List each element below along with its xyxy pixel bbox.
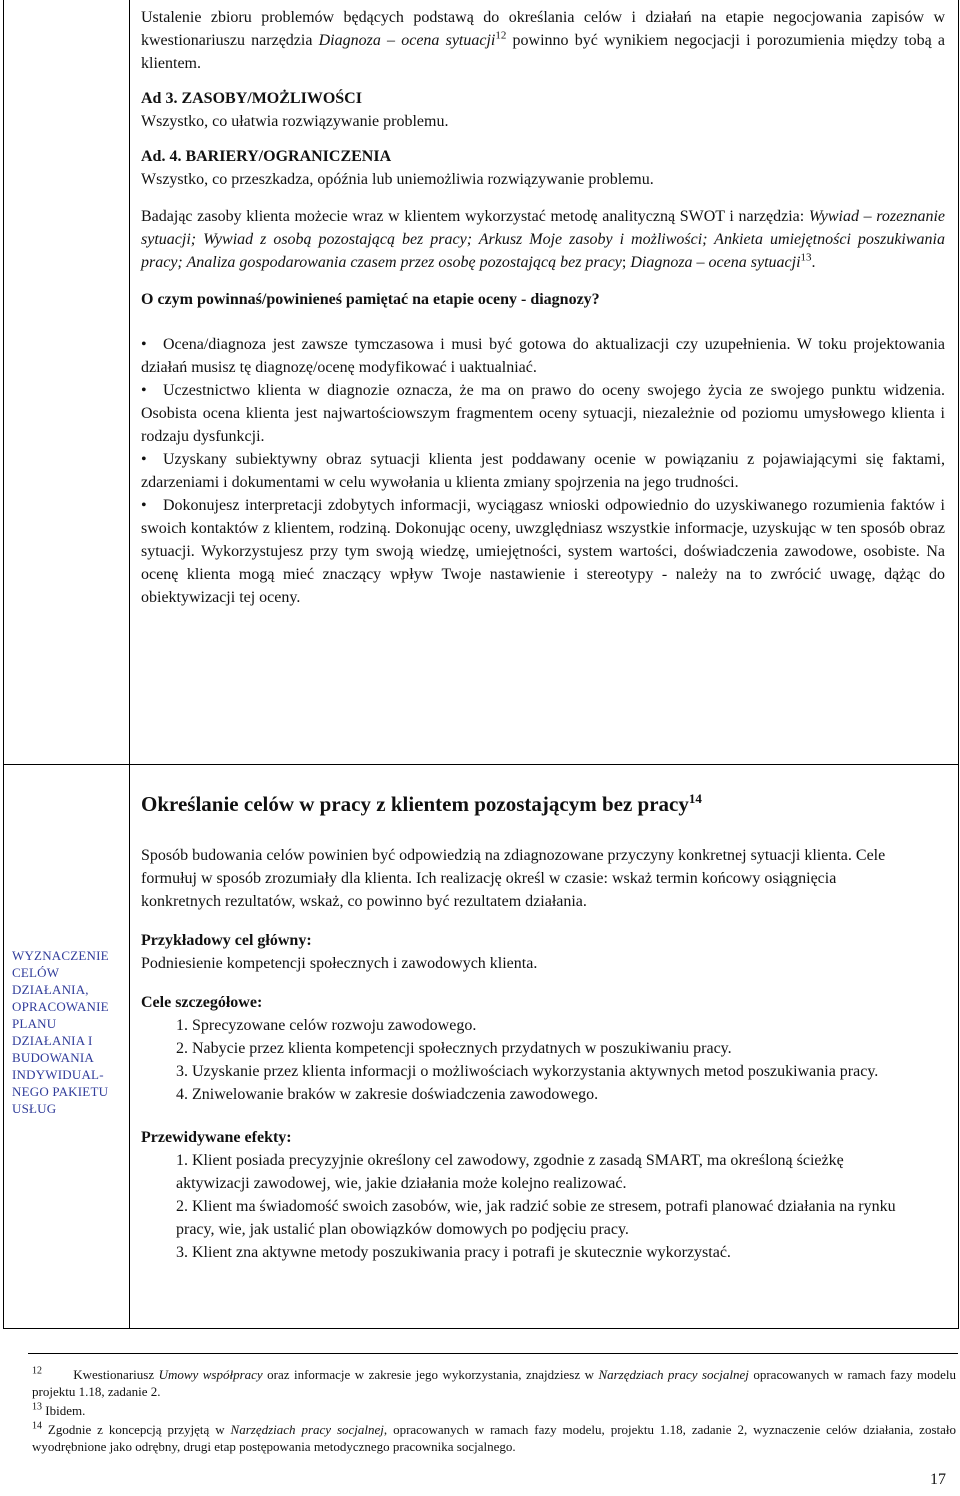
footnote-text: Zgodnie z koncepcją przyjętą w — [47, 1422, 231, 1437]
badajac-tool-diagnoza: Diagnoza – ocena sytuacji — [630, 254, 801, 271]
bullet-text: Dokonujesz interpretacji zdobytych informacji, wyciągasz wnioski odpowiednio do uzyskiwanego rozumienia faktów i swoich kontaktów z klientem, rodziną. Dokonując oceny, uwzględniasz wszystkie informacje, uzyskując w ten sposób obraz sytuacji. Wykorzystujesz przy tym swoją wiedzę, umiejętności, system wartości, doświadczenia zawodowe, osobiste. Na ocenę klienta mogą mieć znaczący wpływ Twoje nastawienie i stereotypy - należy na to zwrócić uwagę, dążąc do obiektywizacji tej oceny. — [141, 497, 945, 606]
footnote-text: Ibidem. — [45, 1403, 86, 1418]
main-goal-text: Podniesienie kompetencji społecznych i zawodowych klienta. — [141, 955, 538, 972]
bullet-icon: • — [141, 382, 147, 399]
detail-goal-item: 2. Nabycie przez klienta kompetencji społecznych przydatnych w poszukiwaniu pracy. — [176, 1040, 732, 1057]
side-label-line: DZIAŁANIA, — [12, 982, 89, 997]
section-heading-text: Określanie celów w pracy z klientem pozostającym bez pracy — [141, 792, 689, 816]
footnote-italic: Narzędziach pracy socjalnej — [598, 1367, 749, 1382]
page-number: 17 — [930, 1471, 946, 1488]
sposob-paragraph: Sposób budowania celów powinien być odpowiedzią na zdiagnozowane przyczyny konkretnej sytuacji klienta. Cele formułuj w sposób zrozumiały dla klienta. Ich realizację określ w czasie: wskaż termin końcowy osiągnięcia konkretnych rezultatów, wskaż, co powinno być rezultatem działania. — [141, 847, 886, 910]
bullet-icon: • — [141, 497, 147, 514]
effects-list — [141, 1149, 911, 1264]
table-border-right — [958, 0, 959, 1329]
effect-item: 1. Klient posiada precyzyjnie określony cel zawodowy, zgodnie z zasadą SMART, ma określoną ścieżkę aktywizacji zawodowej, wie, jakie działania może kolejno realizować. — [176, 1152, 844, 1192]
bullet-icon: • — [141, 336, 147, 353]
bullet-item-1 — [141, 333, 945, 379]
footnote-text: , opracowanych w ramach fazy modelu, projektu 1.18, zadanie 2, wyznaczenie celów działania, zostało wyodrębnione jako odrębny, drugi etap postępowania metodycznego pracownika socjalnego. — [32, 1422, 956, 1454]
effects-heading: Przewidywane efekty: — [141, 1129, 292, 1146]
bullet-icon: • — [141, 451, 147, 468]
detail-goal-item: 3. Uzyskanie przez klienta informacji o możliwościach wykorzystania aktywnych metod poszukiwania pracy. — [176, 1063, 879, 1080]
ad4-heading: Ad. 4. BARIERY/OGRANICZENIA — [141, 148, 392, 165]
effect-item: 2. Klient ma świadomość swoich zasobów, wie, jak radzić sobie ze stresem, potrafi planować działania na rynku pracy, wie, jak ustalić plan obowiązków domowych po podjęciu pracy. — [176, 1198, 896, 1238]
side-label-line: CELÓW — [12, 965, 60, 980]
footnote-italic: Umowy współpracy — [158, 1367, 263, 1382]
side-label-line: OPRACOWANIE — [12, 999, 109, 1014]
footnote-italic: Narzędziach pracy socjalnej — [230, 1422, 384, 1437]
bullet-list — [141, 333, 945, 609]
footnote-ref-12: 12 — [495, 29, 507, 42]
footnote-ref-13: 13 — [800, 251, 812, 264]
footnote-number: 12 — [32, 1365, 42, 1377]
ad3-heading: Ad 3. ZASOBY/MOŻLIWOŚCI — [141, 90, 362, 107]
intro-text: Ustalenie zbioru problemów będących podstawą do określania celów i działań na etapie negocjowania zapisów w kwestionariuszu narzędzia — [141, 9, 945, 49]
badajac-paragraph — [141, 205, 945, 274]
side-label-line: WYZNACZENIE — [12, 948, 109, 963]
footnote-text: oraz informacje w zakresie jego wykorzystania, znajdziesz w — [262, 1367, 599, 1382]
bullet-text: Uczestnictwo klienta w diagnozie oznacza, że ma on prawo do oceny swojego życia ze swojego punktu widzenia. Osobista ocena klienta jest najwartościowszym fragmentem oceny sytuacji, niezależnie od poziomu umysłowego klienta i rodzaju dysfunkcji. — [141, 382, 945, 445]
main-goal-heading: Przykładowy cel główny: — [141, 932, 312, 949]
bullet-text: Ocena/diagnoza jest zawsze tymczasowa i musi być gotowa do aktualizacji czy uzupełnienia. W toku projektowania działań musisz tę diagnozę/ocenę modyfikować i uaktualniać. — [141, 336, 945, 376]
side-label-line: BUDOWANIA — [12, 1050, 94, 1065]
footnote-number: 14 — [32, 1420, 42, 1432]
footnote-14 — [32, 1421, 956, 1455]
bullet-item-4 — [141, 494, 945, 609]
intro-italic: Diagnoza – ocena sytuacji — [318, 32, 496, 49]
footnote-number: 13 — [32, 1401, 42, 1413]
side-label-line: PLANU — [12, 1016, 57, 1031]
table-border-left — [3, 0, 4, 1329]
badajac-end: . — [811, 254, 816, 271]
footnote-text: Kwestionariusz — [73, 1367, 159, 1382]
side-label-line: DZIAŁANIA I — [12, 1033, 93, 1048]
detail-goals-list — [141, 1014, 911, 1106]
footnote-13 — [32, 1402, 956, 1419]
table-row-divider — [3, 764, 959, 765]
top-cell — [141, 6, 945, 609]
section-heading — [141, 790, 951, 818]
footnotes — [32, 1366, 956, 1455]
footnote-text: opracowanych w ramach fazy modelu projektu 1.18, zadanie 2. — [32, 1367, 956, 1399]
side-label-line: NEGO PAKIETU — [12, 1084, 109, 1099]
bullet-text: Uzyskany subiektywny obraz sytuacji klienta jest poddawany ocenie w powiązaniu z pojawiającymi się faktami, zdarzeniami i dokumentami w celu wywołania u klienta zmiany spojrzenia na jego trudności. — [141, 451, 945, 491]
side-label-line: USŁUG — [12, 1101, 57, 1116]
detail-goal-item: 4. Zniwelowanie braków w zakresie doświadczenia zawodowego. — [176, 1086, 599, 1103]
ad4-text: Wszystko, co przeszkadza, opóźnia lub uniemożliwia rozwiązywanie problemu. — [141, 171, 654, 188]
intro-text-end: powinno być wynikiem negocjacji i porozumienia między tobą a klientem. — [141, 32, 945, 72]
ad3-text: Wszystko, co ułatwia rozwiązywanie problemu. — [141, 113, 449, 130]
footnote-separator — [28, 1353, 958, 1354]
bullet-item-3 — [141, 448, 945, 494]
intro-paragraph — [141, 6, 945, 75]
table-border-bottom — [3, 1328, 959, 1329]
footnote-ref-14: 14 — [688, 791, 702, 806]
badajac-sep: ; — [621, 254, 631, 271]
table-border-mid — [129, 0, 130, 1329]
side-label-line: INDYWIDUAL- — [12, 1067, 104, 1082]
effect-item: 3. Klient zna aktywne metody poszukiwania pracy i potrafi je skutecznie wykorzystać. — [176, 1244, 731, 1261]
footnote-12 — [32, 1366, 956, 1400]
bottom-cell — [141, 844, 911, 1264]
badajac-tools: Wywiad – rozeznanie sytuacji; Wywiad z osobą pozostającą bez pracy; Arkusz Moje zasoby i możliwości; Ankieta umiejętności poszukiwania pracy; Analiza gospodarowania czasem przez osobę pozostającą bez pracy — [141, 208, 946, 271]
badajac-text: Badając zasoby klienta możecie wraz w klientem wykorzystać metodę analityczną SWOT i narzędzia: — [141, 208, 809, 225]
detail-goal-item: 1. Sprecyzowane celów rozwoju zawodowego. — [176, 1017, 477, 1034]
detail-goals-heading: Cele szczegółowe: — [141, 994, 263, 1011]
question-heading: O czym powinnaś/powinieneś pamiętać na etapie oceny - diagnozy? — [141, 291, 600, 308]
bullet-item-2 — [141, 379, 945, 448]
side-label — [12, 947, 127, 1117]
